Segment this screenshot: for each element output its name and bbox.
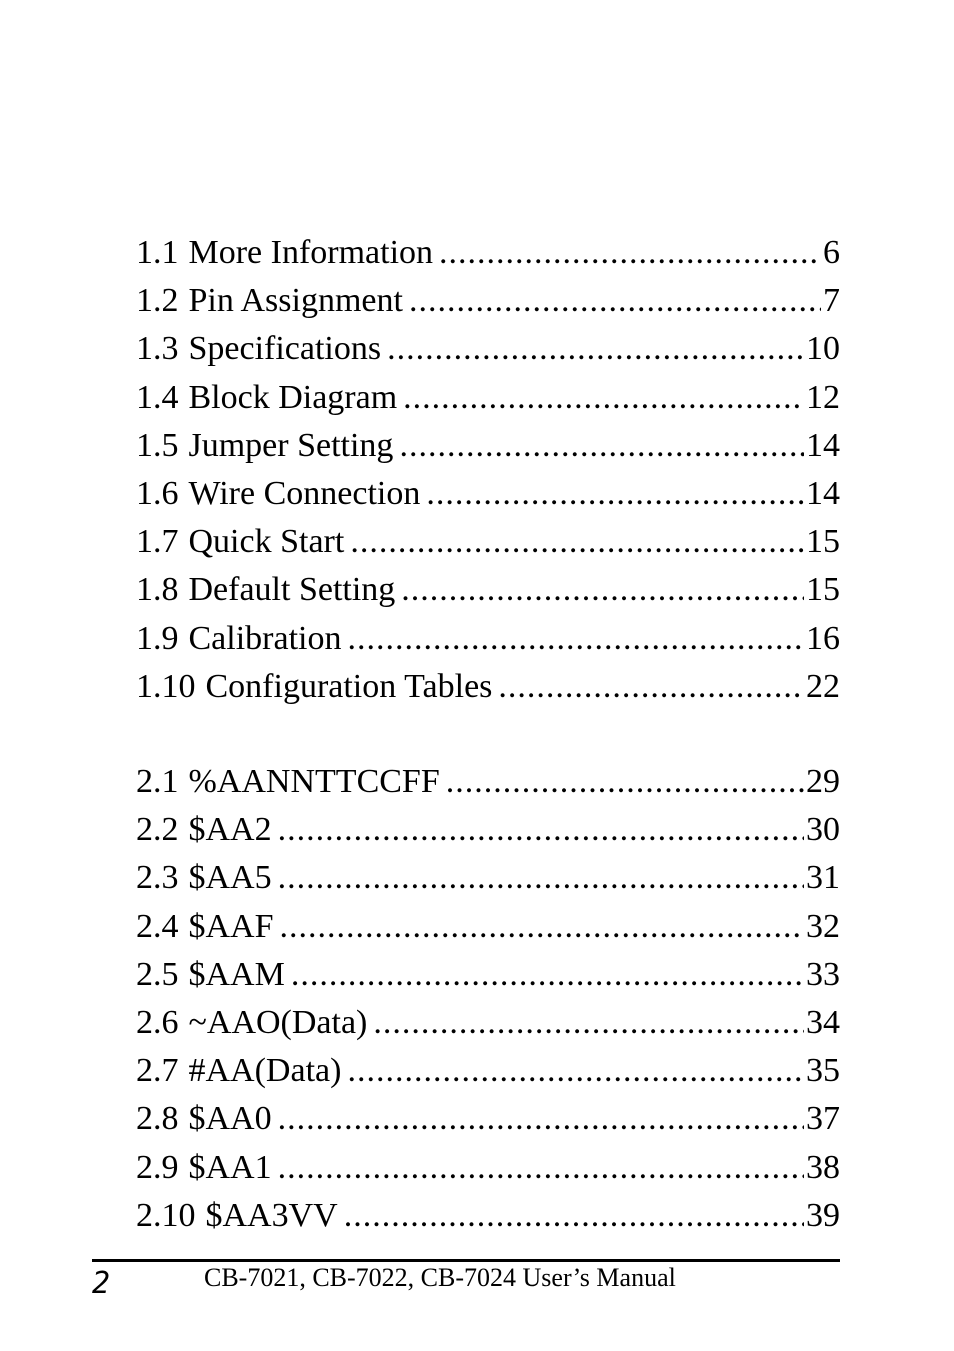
toc-entry-page: 16 xyxy=(806,619,840,657)
toc-entry-number: 1.5 xyxy=(136,426,179,464)
toc-entry[interactable] xyxy=(136,566,840,614)
toc-entry-title: Jumper Setting xyxy=(188,426,394,464)
toc-entry-number: 1.4 xyxy=(136,378,179,416)
toc-entry[interactable] xyxy=(136,470,840,518)
toc-entry[interactable] xyxy=(136,1144,840,1192)
toc-entry-page: 10 xyxy=(806,330,840,368)
toc-entry[interactable] xyxy=(136,1095,840,1143)
toc-entry[interactable] xyxy=(136,999,840,1047)
toc-dot-leader xyxy=(401,566,804,614)
toc-entry-page: 34 xyxy=(806,1003,840,1041)
toc-entry-number: 1.2 xyxy=(136,282,179,320)
toc-dot-leader xyxy=(278,806,804,854)
toc-entry-title: ~AAO(Data) xyxy=(188,1003,368,1041)
toc-entry-page: 22 xyxy=(806,667,840,705)
toc-entry[interactable] xyxy=(136,374,840,422)
toc-entry-page: 39 xyxy=(806,1196,840,1234)
toc-entry-page: 38 xyxy=(806,1148,840,1186)
toc-dot-leader xyxy=(291,951,804,999)
toc-dot-leader xyxy=(350,518,804,566)
toc-entry[interactable] xyxy=(136,663,840,711)
toc-dot-leader xyxy=(278,854,804,902)
toc-entry-title: Pin Assignment xyxy=(188,282,403,320)
toc-entry-page: 37 xyxy=(806,1100,840,1138)
toc-entry-title: $AA5 xyxy=(188,859,272,897)
toc-dot-leader xyxy=(278,1144,804,1192)
toc-entry-number: 2.1 xyxy=(136,763,179,800)
toc-entry-page: 31 xyxy=(806,859,840,897)
toc-entry-number: 1.8 xyxy=(136,571,179,609)
toc-entry-page: 14 xyxy=(806,474,840,512)
toc-entry-title: $AA1 xyxy=(188,1148,272,1186)
toc-entry-number: 1.3 xyxy=(136,330,179,368)
toc-entry-title: $AA0 xyxy=(188,1100,272,1138)
toc-dot-leader xyxy=(347,1047,804,1095)
toc-entry-page: 7 xyxy=(823,282,840,320)
toc-entry-page: 35 xyxy=(806,1052,840,1090)
toc-dot-leader xyxy=(426,470,804,518)
toc-dot-leader xyxy=(347,615,804,663)
toc-entry-number: 2.7 xyxy=(136,1052,179,1090)
toc-entry-number: 1.9 xyxy=(136,619,179,657)
toc-entry[interactable] xyxy=(136,615,840,663)
toc-entry[interactable] xyxy=(136,422,840,470)
toc-entry-page: 15 xyxy=(806,523,840,561)
toc-entry-number: 2.9 xyxy=(136,1148,179,1186)
toc-entry-number: 2.4 xyxy=(136,907,179,945)
toc-entry[interactable] xyxy=(136,806,840,854)
toc-entry-page: 29 xyxy=(806,763,840,800)
toc-entry-title: $AAM xyxy=(188,955,285,993)
toc-entry-title: Specifications xyxy=(188,330,382,368)
toc-dot-leader xyxy=(280,903,804,951)
toc-entry[interactable] xyxy=(136,903,840,951)
toc-entry-number: 2.2 xyxy=(136,811,179,849)
toc-entry[interactable] xyxy=(136,854,840,902)
toc-dot-leader xyxy=(498,663,804,711)
toc-entry-number: 2.5 xyxy=(136,955,179,993)
toc-section-1 xyxy=(136,229,840,711)
toc-dot-leader xyxy=(446,758,804,806)
toc-entry-title: Default Setting xyxy=(188,571,396,609)
toc-entry-title: $AAF xyxy=(188,907,274,945)
toc-entry-page: 14 xyxy=(806,426,840,464)
toc-entry[interactable] xyxy=(136,518,840,566)
toc-entry-number: 2.8 xyxy=(136,1100,179,1138)
toc-dot-leader xyxy=(399,422,804,470)
toc-entry-title: Calibration xyxy=(188,619,342,657)
toc-dot-leader xyxy=(403,374,804,422)
page-number: 2 xyxy=(92,1266,111,1301)
toc-entry-number: 1.6 xyxy=(136,474,179,512)
toc-entry-page: 33 xyxy=(806,955,840,993)
toc-entry-number: 2.10 xyxy=(136,1196,196,1234)
toc-entry[interactable] xyxy=(136,1192,840,1240)
toc-entry-title: %AANNTTCCFF xyxy=(188,763,440,800)
toc-entry-page: 6 xyxy=(823,234,840,271)
toc-dot-leader xyxy=(373,999,804,1047)
toc-entry[interactable] xyxy=(136,758,840,806)
toc-entry-page: 12 xyxy=(806,378,840,416)
toc-dot-leader xyxy=(344,1192,804,1240)
toc-entry[interactable] xyxy=(136,1047,840,1095)
toc-entry-title: Wire Connection xyxy=(188,474,421,512)
toc-entry-title: Block Diagram xyxy=(188,378,398,416)
toc-dot-leader xyxy=(387,325,804,373)
toc-dot-leader xyxy=(278,1095,804,1143)
toc-entry-title: $AA2 xyxy=(188,811,272,849)
toc-dot-leader xyxy=(409,277,821,325)
toc-entry-number: 2.3 xyxy=(136,859,179,897)
toc-entry-title: Configuration Tables xyxy=(205,667,493,705)
toc-entry-title: $AA3VV xyxy=(205,1196,338,1234)
toc-entry-title: #AA(Data) xyxy=(188,1052,342,1090)
toc-entry-number: 1.10 xyxy=(136,667,196,705)
toc-entry-title: More Information xyxy=(188,234,434,271)
footer-manual-title: CB-7021, CB-7022, CB-7024 User’s Manual xyxy=(204,1263,676,1292)
toc-entry[interactable] xyxy=(136,325,840,373)
toc-entry-title: Quick Start xyxy=(188,523,345,561)
toc-dot-leader xyxy=(439,229,821,277)
toc-entry-number: 2.6 xyxy=(136,1003,179,1041)
toc-entry-number: 1.7 xyxy=(136,523,179,561)
toc-entry[interactable] xyxy=(136,277,840,325)
toc-entry-page: 15 xyxy=(806,571,840,609)
toc-entry[interactable] xyxy=(136,951,840,999)
toc-entry-page: 32 xyxy=(806,907,840,945)
toc-section-2 xyxy=(136,758,840,1240)
toc-entry-page: 30 xyxy=(806,811,840,849)
toc-entry[interactable] xyxy=(136,229,840,277)
toc-entry-number: 1.1 xyxy=(136,234,179,271)
